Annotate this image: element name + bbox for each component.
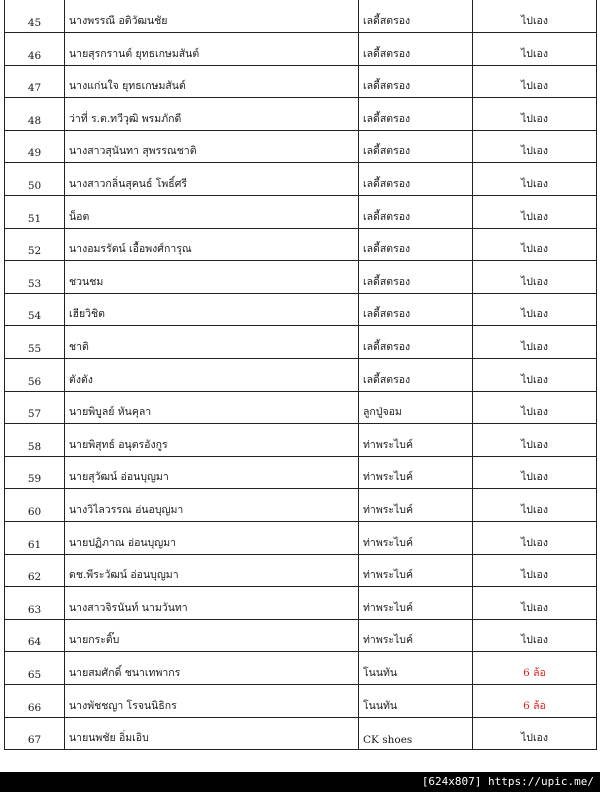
- person-name: นายสุรกรานต์ ยุทธเกษมสันต์: [65, 33, 359, 66]
- roster-table-body: [5, 0, 597, 750]
- person-name: นางแก่นใจ ยุทธเกษมสันต์: [65, 65, 359, 98]
- row-number: 63: [5, 587, 65, 620]
- table-row: [5, 652, 597, 685]
- table-row: [5, 65, 597, 98]
- row-number: 67: [5, 717, 65, 750]
- table-row: [5, 326, 597, 359]
- row-number: 52: [5, 228, 65, 261]
- person-name: นางพัชชญา โรจนนิธิกร: [65, 684, 359, 717]
- group-name: ท่าพระไบค์: [359, 522, 473, 555]
- table-row: [5, 489, 597, 522]
- table-row: [5, 0, 597, 33]
- person-name: ชวนชม: [65, 261, 359, 294]
- travel-status: ไปเอง: [473, 228, 597, 261]
- table-row: [5, 619, 597, 652]
- table-row: [5, 522, 597, 555]
- table-row: [5, 130, 597, 163]
- travel-status: ไปเอง: [473, 424, 597, 457]
- table-row: [5, 684, 597, 717]
- table-row: [5, 554, 597, 587]
- person-name: นางสาวจิรนันท์ นามวันทา: [65, 587, 359, 620]
- row-number: 59: [5, 456, 65, 489]
- travel-status: ไปเอง: [473, 456, 597, 489]
- travel-status: ไปเอง: [473, 554, 597, 587]
- group-name: ลูกปู่จอม: [359, 391, 473, 424]
- group-name: เลดี้สตรอง: [359, 0, 473, 33]
- group-name: เลดี้สตรอง: [359, 326, 473, 359]
- row-number: 47: [5, 65, 65, 98]
- group-name: เลดี้สตรอง: [359, 196, 473, 229]
- group-name: CK shoes: [359, 717, 473, 750]
- table-row: [5, 261, 597, 294]
- row-number: 61: [5, 522, 65, 555]
- group-name: เลดี้สตรอง: [359, 33, 473, 66]
- person-name: นางสาวกลิ่นสุคนธ์ โพธิ์ศรี: [65, 163, 359, 196]
- travel-status: ไปเอง: [473, 522, 597, 555]
- table-row: [5, 424, 597, 457]
- person-name: ดช.พีระวัฒน์ อ่อนบุญมา: [65, 554, 359, 587]
- row-number: 53: [5, 261, 65, 294]
- table-row: [5, 293, 597, 326]
- group-name: เลดี้สตรอง: [359, 228, 473, 261]
- group-name: โนนทัน: [359, 652, 473, 685]
- travel-status: ไปเอง: [473, 196, 597, 229]
- travel-status: ไปเอง: [473, 65, 597, 98]
- person-name: นายสมศักดิ์ ชนาเทพากร: [65, 652, 359, 685]
- row-number: 54: [5, 293, 65, 326]
- group-name: ท่าพระไบค์: [359, 619, 473, 652]
- row-number: 65: [5, 652, 65, 685]
- travel-status: ไปเอง: [473, 98, 597, 131]
- travel-status: ไปเอง: [473, 130, 597, 163]
- person-name: นางอมรรัตน์ เอื้อพงศ์การุณ: [65, 228, 359, 261]
- group-name: ท่าพระไบค์: [359, 554, 473, 587]
- table-row: [5, 391, 597, 424]
- row-number: 55: [5, 326, 65, 359]
- person-name: นายพิบูลย์ หันคุลา: [65, 391, 359, 424]
- travel-status: ไปเอง: [473, 293, 597, 326]
- person-name: น็อต: [65, 196, 359, 229]
- person-name: นายปฏิภาณ อ่อนบุญมา: [65, 522, 359, 555]
- travel-status: ไปเอง: [473, 391, 597, 424]
- table-row: [5, 33, 597, 66]
- person-name: นางวิไลวรรณ อ่นอบุญมา: [65, 489, 359, 522]
- group-name: เลดี้สตรอง: [359, 130, 473, 163]
- group-name: เลดี้สตรอง: [359, 261, 473, 294]
- group-name: ท่าพระไบค์: [359, 489, 473, 522]
- table-row: [5, 228, 597, 261]
- footer-watermark-text: [624x807] https://upic.me/: [421, 775, 594, 788]
- row-number: 51: [5, 196, 65, 229]
- table-row: [5, 98, 597, 131]
- group-name: เลดี้สตรอง: [359, 359, 473, 392]
- travel-status: ไปเอง: [473, 33, 597, 66]
- roster-table: [4, 0, 597, 750]
- row-number: 50: [5, 163, 65, 196]
- travel-status: ไปเอง: [473, 619, 597, 652]
- row-number: 45: [5, 0, 65, 33]
- travel-status: ไปเอง: [473, 0, 597, 33]
- table-row: [5, 587, 597, 620]
- row-number: 66: [5, 684, 65, 717]
- person-name: นางสาวสุนันทา สุพรรณชาติ: [65, 130, 359, 163]
- row-number: 49: [5, 130, 65, 163]
- row-number: 48: [5, 98, 65, 131]
- row-number: 57: [5, 391, 65, 424]
- person-name: นางพรรณี อติวัฒนชัย: [65, 0, 359, 33]
- row-number: 56: [5, 359, 65, 392]
- group-name: โนนทัน: [359, 684, 473, 717]
- image-host-footer: [0, 772, 600, 792]
- person-name: นายนพชัย อิ่มเอิบ: [65, 717, 359, 750]
- person-name: ชาติ: [65, 326, 359, 359]
- table-row: [5, 456, 597, 489]
- travel-status: ไปเอง: [473, 261, 597, 294]
- travel-status: 6 ล้อ: [473, 684, 597, 717]
- travel-status: 6 ล้อ: [473, 652, 597, 685]
- person-name: เฮียวิชิต: [65, 293, 359, 326]
- travel-status: ไปเอง: [473, 359, 597, 392]
- group-name: ท่าพระไบค์: [359, 424, 473, 457]
- travel-status: ไปเอง: [473, 717, 597, 750]
- row-number: 60: [5, 489, 65, 522]
- group-name: เลดี้สตรอง: [359, 293, 473, 326]
- person-name: ว่าที่ ร.ต.ทวีวุฒิ พรมภักดี: [65, 98, 359, 131]
- travel-status: ไปเอง: [473, 326, 597, 359]
- group-name: ท่าพระไบค์: [359, 587, 473, 620]
- row-number: 46: [5, 33, 65, 66]
- row-number: 58: [5, 424, 65, 457]
- group-name: เลดี้สตรอง: [359, 65, 473, 98]
- group-name: เลดี้สตรอง: [359, 98, 473, 131]
- group-name: ท่าพระไบค์: [359, 456, 473, 489]
- person-name: นายกระติ๊บ: [65, 619, 359, 652]
- person-name: ตังตัง: [65, 359, 359, 392]
- travel-status: ไปเอง: [473, 587, 597, 620]
- table-row: [5, 196, 597, 229]
- person-name: นายพิสุทธ์ อนุตรอังกูร: [65, 424, 359, 457]
- group-name: เลดี้สตรอง: [359, 163, 473, 196]
- table-row: [5, 163, 597, 196]
- travel-status: ไปเอง: [473, 489, 597, 522]
- table-row: [5, 359, 597, 392]
- person-name: นายสุวัฒน์ อ่อนบุญมา: [65, 456, 359, 489]
- table-row: [5, 717, 597, 750]
- row-number: 62: [5, 554, 65, 587]
- travel-status: ไปเอง: [473, 163, 597, 196]
- row-number: 64: [5, 619, 65, 652]
